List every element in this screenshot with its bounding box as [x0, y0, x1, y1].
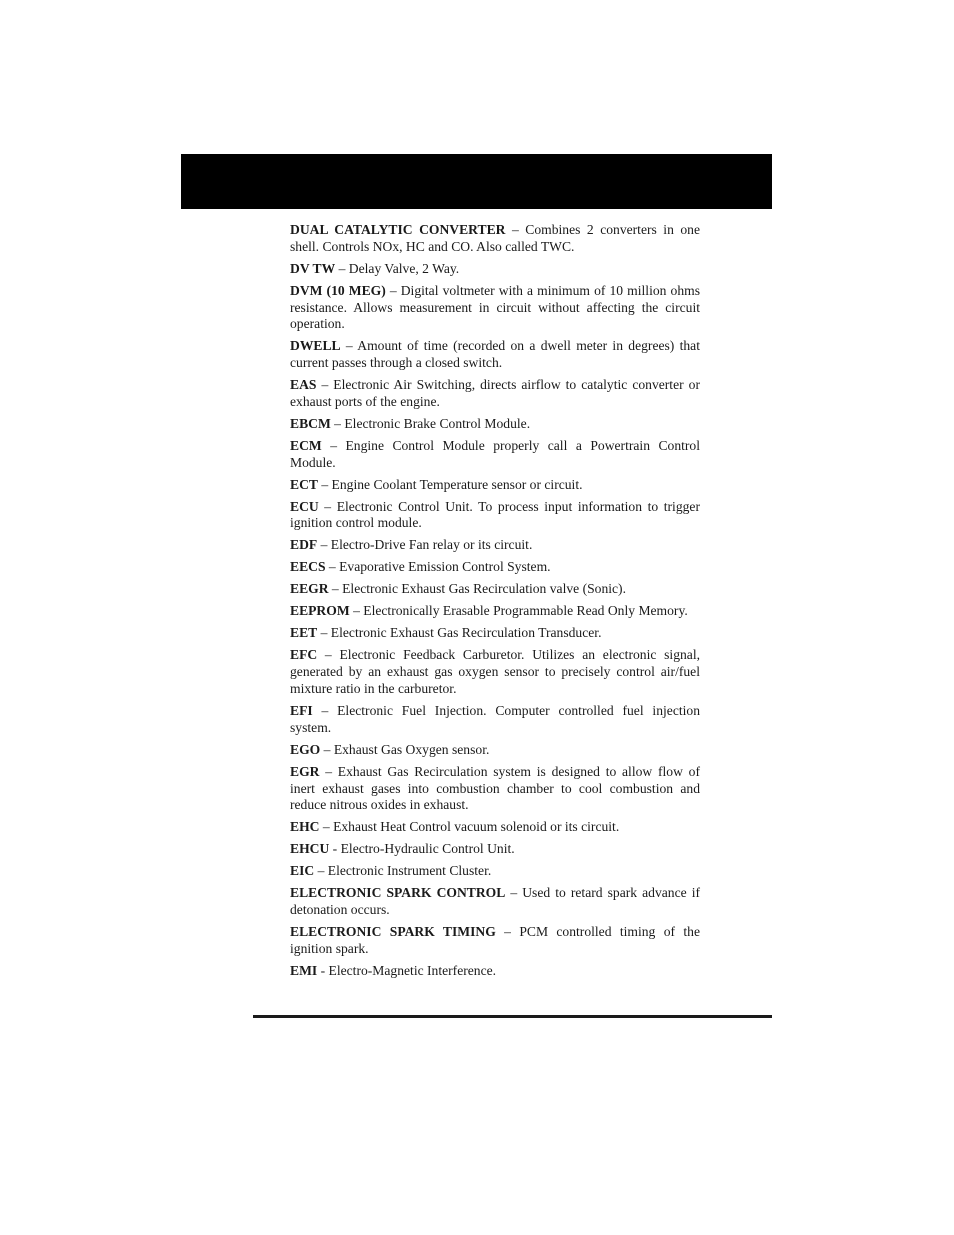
glossary-definition: Electronic Exhaust Gas Recirculation Transducer. [330, 625, 602, 641]
glossary-separator: - [329, 841, 341, 857]
glossary-term: DUAL CATALYTIC CONVERTER [290, 222, 506, 237]
glossary-separator: – [385, 282, 401, 298]
glossary-entry [290, 625, 700, 642]
glossary-term: ELECTRONIC SPARK CONTROL [290, 885, 506, 901]
glossary-separator: – [317, 476, 332, 492]
glossary-entry [290, 841, 700, 858]
glossary-definition: Electronic Brake Control Module. [344, 415, 531, 431]
glossary-entry [290, 222, 700, 256]
glossary-term: EGR [290, 763, 320, 779]
glossary-separator: – [320, 741, 334, 757]
glossary-term: ELECTRONIC SPARK TIMING [290, 924, 496, 940]
glossary-definition: Electronic Feedback Carburetor. Utilizes an electronic signal, generated by an exhaust gas oxygen sensor to precisely control air/fuel mixture ratio in the carburetor. [290, 647, 700, 696]
glossary-definition: Exhaust Gas Recirculation system is designed to allow flow of inert exhaust gases into combustion chamber to cool combustion and reduce nitrous oxides in exhaust. [290, 763, 700, 813]
glossary-entry [290, 647, 700, 697]
glossary-entry [290, 559, 700, 576]
glossary-term: DVM (10 MEG) [290, 282, 386, 298]
glossary-definition: Electro-Drive Fan relay or its circuit. [330, 537, 533, 553]
glossary-definition: Combines 2 converters in one shell. Controls NOx, HC and CO. Also called TWC. [290, 222, 700, 254]
glossary-definition: Exhaust Gas Oxygen sensor. [333, 741, 490, 757]
glossary-entry [290, 581, 700, 598]
glossary-definition: PCM controlled timing of the ignition spark. [290, 924, 700, 956]
glossary-definition: Amount of time (recorded on a dwell meter in degrees) that current passes through a closed switch. [290, 338, 700, 371]
glossary-separator: – [330, 415, 345, 431]
glossary-separator: – [505, 885, 523, 901]
glossary-term: EBCM [290, 415, 331, 431]
glossary-entry [290, 261, 700, 278]
glossary-definition: Engine Control Module properly call a Powertrain Control Module. [290, 437, 700, 470]
glossary-separator: – [314, 863, 328, 879]
glossary-separator: – [321, 437, 346, 453]
glossary-term: EFI [290, 702, 313, 718]
glossary-term: EFC [290, 647, 318, 663]
glossary-entry [290, 338, 700, 372]
glossary-entry [290, 283, 700, 333]
glossary-separator: – [312, 702, 338, 718]
glossary-separator: – [505, 222, 526, 237]
glossary-entry [290, 924, 700, 958]
glossary-term: EAS [290, 377, 317, 393]
glossary-entry [290, 742, 700, 759]
glossary-separator: – [318, 498, 337, 514]
glossary-entry [290, 819, 700, 836]
section-header-bar [181, 154, 772, 209]
glossary-entry [290, 377, 700, 411]
glossary-separator: – [317, 647, 340, 663]
glossary-definition: Engine Coolant Temperature sensor or circuit. [331, 476, 583, 492]
glossary-entry [290, 603, 700, 620]
glossary-term: ECM [290, 437, 322, 453]
glossary-separator: – [316, 377, 334, 393]
glossary-entry [290, 537, 700, 554]
glossary-entry [290, 499, 700, 533]
glossary-term: EGO [290, 741, 321, 757]
glossary-term: EHC [290, 819, 320, 835]
glossary-entry [290, 438, 700, 472]
glossary-separator: – [495, 924, 520, 940]
glossary-entry [290, 477, 700, 494]
glossary-entry [290, 863, 700, 880]
glossary-term: EET [290, 625, 318, 641]
glossary-term: ECU [290, 498, 319, 514]
glossary-separator: - [317, 962, 329, 978]
glossary-separator: – [317, 537, 331, 553]
glossary-entry [290, 764, 700, 814]
glossary-separator: – [319, 763, 338, 779]
glossary-definition: Used to retard spark advance if detonation occurs. [290, 885, 700, 918]
glossary-definition: Digital voltmeter with a minimum of 10 million ohms resistance. Allows measurement in circuit without affecting the circuit operation. [290, 282, 700, 332]
glossary-term: EDF [290, 537, 318, 553]
glossary-separator: – [317, 625, 331, 641]
glossary-entry [290, 885, 700, 919]
glossary-separator: – [340, 338, 358, 354]
glossary-term: EIC [290, 863, 315, 879]
glossary-definition: Electro-Hydraulic Control Unit. [340, 841, 515, 857]
glossary-separator: – [325, 559, 340, 575]
glossary-definition: Electronic Control Unit. To process input information to trigger ignition control module. [290, 498, 700, 531]
glossary-definition: Electro-Magnetic Interference. [328, 962, 497, 978]
glossary-separator: – [335, 260, 349, 276]
glossary-definition: Electronically Erasable Programmable Read Only Memory. [363, 603, 688, 619]
glossary-entry [290, 963, 700, 980]
glossary-definition: Electronic Instrument Cluster. [327, 863, 492, 879]
glossary-term: ECT [290, 476, 318, 492]
glossary-entry [290, 416, 700, 433]
glossary-term: EECS [290, 559, 326, 575]
glossary-definition: Exhaust Heat Control vacuum solenoid or its circuit. [333, 819, 620, 835]
footer-rule [253, 1015, 772, 1018]
glossary-definition: Delay Valve, 2 Way. [348, 260, 460, 276]
glossary-list [290, 222, 700, 985]
glossary-separator: – [349, 603, 364, 619]
glossary-term: EMI [290, 962, 318, 978]
glossary-separator: – [319, 819, 334, 835]
glossary-definition: Evaporative Emission Control System. [339, 559, 551, 575]
glossary-term: DWELL [290, 338, 341, 354]
glossary-term: EHCU [290, 841, 330, 857]
glossary-term: EEPROM [290, 603, 350, 619]
glossary-term: EEGR [290, 581, 329, 597]
glossary-definition: Electronic Fuel Injection. Computer controlled fuel injection system. [290, 702, 700, 735]
glossary-separator: – [328, 581, 343, 597]
glossary-definition: Electronic Exhaust Gas Recirculation valve (Sonic). [342, 581, 626, 597]
glossary-term: DV TW [290, 260, 336, 276]
glossary-entry [290, 703, 700, 737]
glossary-definition: Electronic Air Switching, directs airflow to catalytic converter or exhaust ports of the engine. [290, 377, 700, 409]
